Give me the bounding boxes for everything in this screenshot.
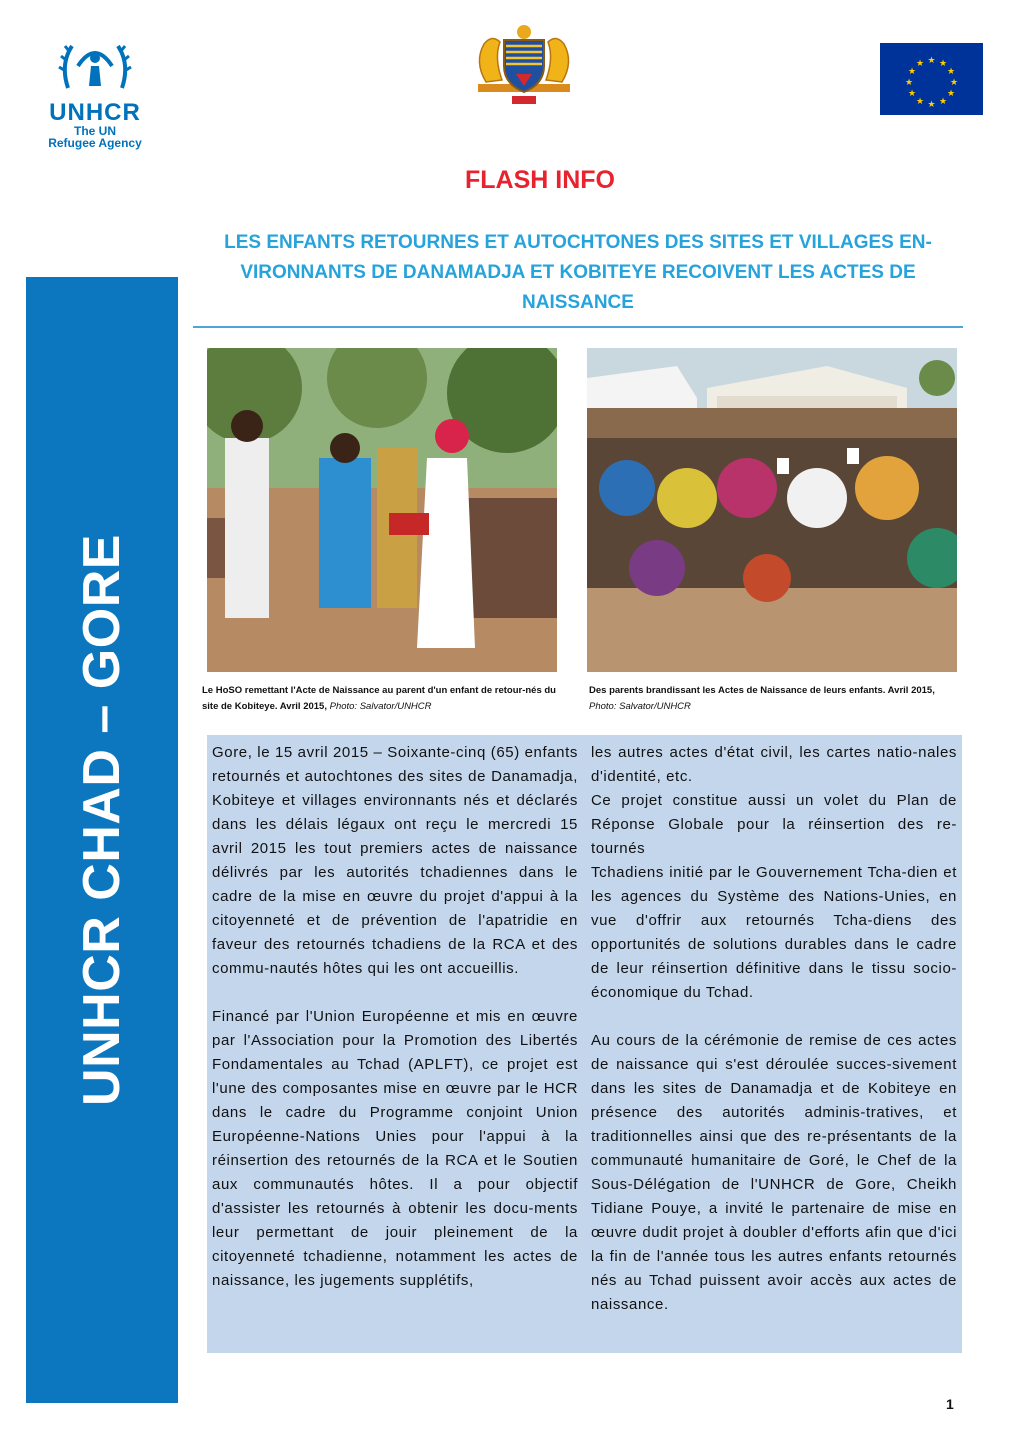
photo-parents-with-certificates [587,348,957,672]
article-paragraph: Tchadiens initié par le Gouvernement Tcha-dien et les agences du Système des Nations-Unies, en vue d'offrir aux retournés Tcha-diens des opportunités de solutions durables dans le cadre de leur réinsertion définitive dans le tissu socio-économique du Tchad. [591,864,957,1001]
page-title: FLASH INFO [465,166,615,194]
photo-birth-certificate-handover [207,348,557,672]
svg-text:★: ★ [949,78,959,88]
headline-divider [193,326,963,328]
svg-text:★: ★ [904,78,914,88]
svg-text:★: ★ [927,56,936,66]
svg-text:★: ★ [907,89,917,99]
article-column-right [591,741,957,1317]
article-paragraph: Ce projet constitue aussi un volet du Plan de Réponse Globale pour la réinsertion des re-tournés [591,792,957,857]
unhcr-logo [40,36,150,149]
page-number: 1 [946,1396,954,1412]
article-paragraph: Financé par l'Union Européenne et mis en œuvre par l'Association pour la Promotion des Libertés Fondamentales au Tchad (APLFT), ce projet est l'une des composantes mise en œuvre par le HCR dans le cadre du Programme conjoint Union Européenne-Nations Unies pour l'appui à la réinsertion des retournés de la RCA et le Soutien aux communautés hôtes. Il a pour objectif d'assister les retournés à obtenir les docu-ments leur permettant de jouir pleinement de la citoyenneté tchadienne, notamment les actes de naissance, les jugements supplétifs, [212,1008,578,1289]
svg-text:★: ★ [927,100,936,110]
svg-text:★: ★ [915,59,925,69]
photo-caption-1 [202,683,562,715]
svg-text:★: ★ [946,67,956,77]
photo-caption-2-text: Des parents brandissant les Actes de Naissance de leurs enfants. Avril 2015, [589,685,935,696]
svg-text:★: ★ [915,97,925,107]
svg-text:★: ★ [938,59,948,69]
headline: LES ENFANTS RETOURNES ET AUTOCHTONES DES SITES ET VILLAGES EN-VIRONNANTS DE DANAMADJA ET KOBITEYE RECOIVENT LES ACTES DE NAISSANCE [224,232,932,313]
article-body [207,735,962,1353]
sidebar-label: UNHCR CHAD – GORE [73,534,131,1106]
unhcr-tagline-line2: Refugee Agency [48,136,142,150]
eu-flag-icon [880,43,983,115]
unhcr-tagline-line1: The UN [74,124,116,138]
article-paragraph: Au cours de la cérémonie de remise de ces actes de naissance qui s'est déroulée succes-sivement dans les sites de Danamadja et de Kobiteye en présence des autorités adminis-tratives, et traditionnelles ainsi que des re-présentants de la communauté humanitaire de Goré, le Chef de la Sous-Délégation de l'UNHCR de Gore, Cheikh Tidiane Pouye, a invité le partenaire de mise en œuvre dudit projet à doubler d'efforts afin que d'ici la fin de l'année tous les autres enfants retournés nés au Tchad puissent avoir accès aux actes de naissance. [591,1032,957,1313]
photo-caption-2 [589,683,939,715]
svg-text:★: ★ [938,97,948,107]
article-paragraph: les autres actes d'état civil, les cartes natio-nales d'identité, etc. [591,744,957,785]
unhcr-emblem-icon [58,36,132,92]
photo-caption-1-text: Le HoSO remettant l'Acte de Naissance au parent d'un enfant de retour-nés du site de Kobiteye. Avril 2015, [202,685,556,712]
svg-text:★: ★ [907,67,917,77]
photo-credit-2: Photo: Salvator/UNHCR [589,701,691,712]
coat-of-arms-icon [468,22,580,106]
svg-text:★: ★ [946,89,956,99]
photo-credit-1: Photo: Salvator/UNHCR [329,701,432,712]
article-column-left [212,741,578,1293]
article-paragraph: Gore, le 15 avril 2015 – Soixante-cinq (65) enfants retournés et autochtones des sites de Danamadja, Kobiteye et villages environnants nés et déclarés dans les délais légaux ont reçu le mercredi 15 avril 2015 les tout premiers actes de naissance délivrés par les autorités tchadiennes dans le cadre de la mise en œuvre du projet d'appui à la citoyenneté et de prévention de l'apatridie en faveur des retournés tchadiens de la RCA et des commu-nautés hôtes qui les ont accueillis. [212,744,578,977]
unhcr-brand-text: UNHCR [49,99,141,126]
